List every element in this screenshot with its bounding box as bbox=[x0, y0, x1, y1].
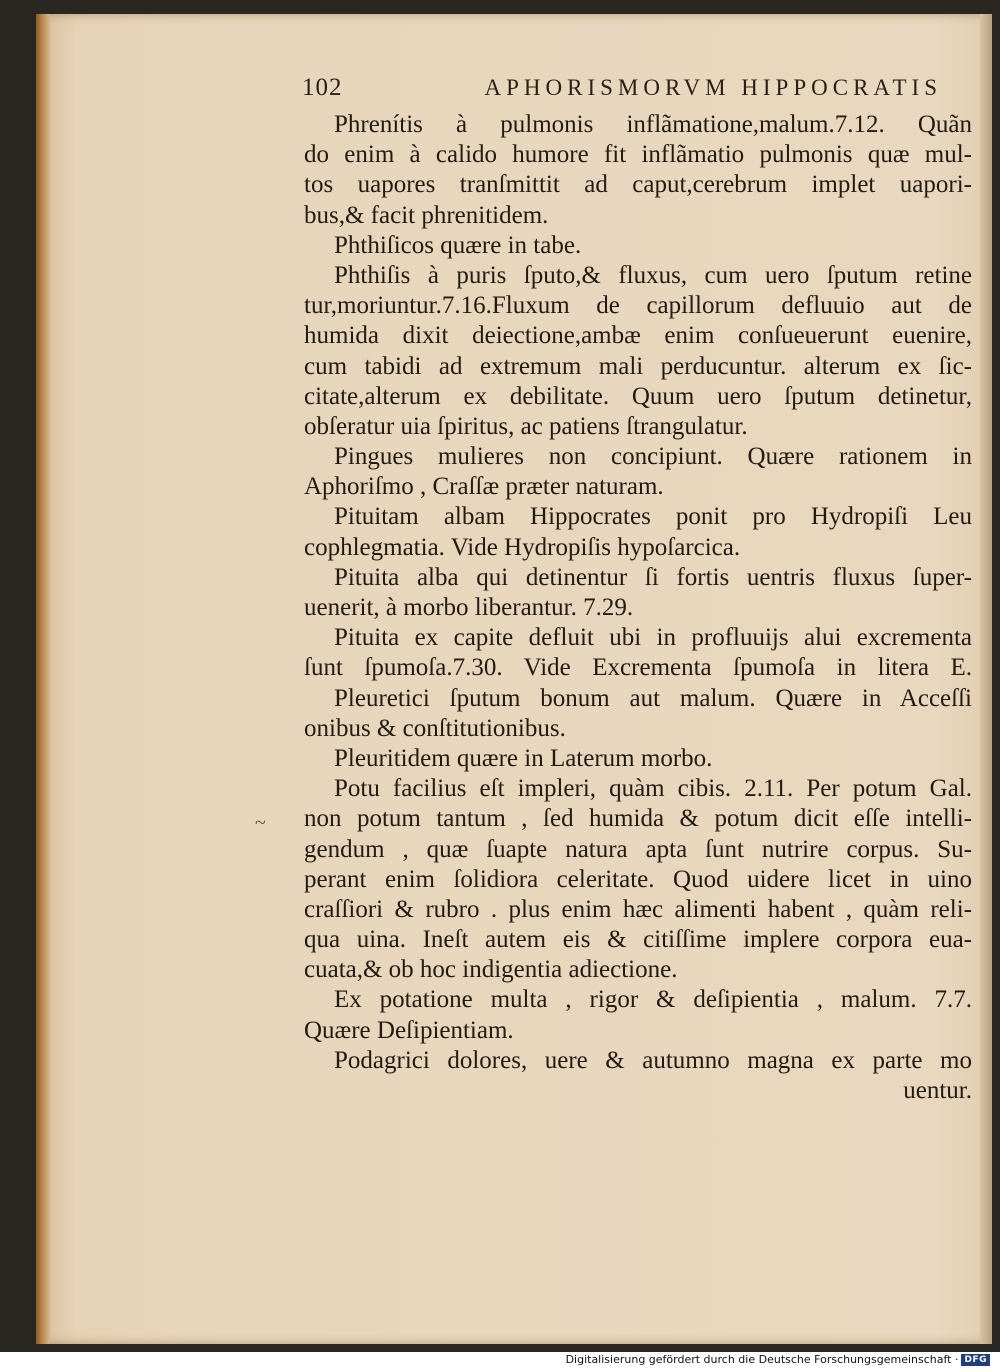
text-line: non potum tantum , ſed humida & potum dicit eſſe intelli- bbox=[304, 805, 972, 833]
text-line: bus,& facit phrenitidem. bbox=[304, 201, 549, 229]
text-line: humida dixit deiectione,ambæ enim conſueuerunt euenire, bbox=[304, 322, 972, 350]
text-line: cophlegmatia. Vide Hydropiſis hypoſarcica. bbox=[304, 533, 741, 561]
page-number: 102 bbox=[302, 74, 343, 101]
text-line: Phthiſis à puris ſputo,& fluxus, cum uero ſputum retine bbox=[334, 261, 972, 289]
text-line: Pleuritidem quære in Laterum morbo. bbox=[334, 744, 713, 772]
text-line: cuata,& ob hoc indigentia adiectione. bbox=[304, 956, 678, 984]
text-line: cum tabidi ad extremum mali perducuntur. alterum ex ſic- bbox=[304, 352, 972, 380]
margin-mark: ~ bbox=[255, 812, 266, 834]
text-line: Quære Deſipientiam. bbox=[304, 1016, 514, 1044]
text-line: Pituitam albam Hippocrates ponit pro Hydropiſi Leu bbox=[334, 503, 972, 531]
text-line: Pituita ex capite defluit ubi in profluuijs alui excrementa bbox=[334, 624, 972, 652]
text-line: perant enim ſolidiora celeritate. Quod uidere licet in uino bbox=[304, 865, 972, 893]
text-line: citate,alterum ex debilitate. Quum uero ſputum detinetur, bbox=[304, 382, 972, 410]
dfg-logo: DFG bbox=[961, 1354, 990, 1366]
footer-credit-text: Digitalisierung gefördert durch die Deutsche Forschungsgemeinschaft · bbox=[565, 1353, 959, 1366]
running-title: APHORISMORVM HIPPOCRATIS bbox=[484, 75, 942, 100]
text-line: Pituita alba qui detinentur ſi fortis uentris fluxus ſuper- bbox=[334, 563, 972, 591]
text-line: uenerit, à morbo liberantur. 7.29. bbox=[304, 594, 634, 621]
page-right-edge bbox=[980, 14, 992, 1344]
text-line: Pingues mulieres non concipiunt. Quære rationem in bbox=[334, 443, 972, 471]
text-line: Podagrici dolores, uere & autumno magna ex parte mo bbox=[334, 1046, 972, 1074]
text-line: uentur. bbox=[903, 1077, 972, 1104]
text-line: Aphoriſmo , Craſſæ præter naturam. bbox=[304, 473, 664, 501]
text-line: do enim à calido humore fit inflãmatio pulmonis quæ mul- bbox=[304, 141, 972, 169]
text-line: Pleuretici ſputum bonum aut malum. Quære in Acceſſi bbox=[334, 684, 972, 712]
text-line: ſunt ſpumoſa.7.30. Vide Excrementa ſpumoſa in litera E. bbox=[304, 654, 972, 682]
text-line: Ex potatione multa , rigor & deſipientia , malum. 7.7. bbox=[334, 986, 972, 1014]
text-line: gendum , quæ ſuapte natura apta ſunt nutrire corpus. Su- bbox=[304, 835, 972, 863]
text-line: craſſiori & rubro . plus enim hæc alimenti habent , quàm reli- bbox=[304, 895, 972, 923]
body-text bbox=[304, 110, 972, 1106]
text-line: obſeratur uia ſpiritus, ac patiens ſtrangulatur. bbox=[304, 412, 748, 440]
text-line: Phrenítis à pulmonis inflãmatione,malum.7.12. Quãn bbox=[334, 111, 972, 138]
text-line: Potu facilius eſt impleri, quàm cibis. 2.11. Per potum Gal. bbox=[334, 775, 972, 803]
page-header bbox=[302, 74, 942, 102]
text-line: tur,moriuntur.7.16.Fluxum de capillorum defluuio aut de bbox=[304, 292, 972, 320]
text-line: onibus & conſtitutionibus. bbox=[304, 714, 566, 742]
text-line: Phthiſicos quære in tabe. bbox=[334, 231, 582, 259]
text-line: qua uina. Ineſt autem eis & citiſſime implere corpora eua- bbox=[304, 926, 972, 954]
footer-credit bbox=[566, 1353, 990, 1366]
text-line: tos uapores tranſmittit ad caput,cerebrum implet uapori- bbox=[304, 171, 972, 199]
page-gutter-edge bbox=[36, 14, 50, 1344]
